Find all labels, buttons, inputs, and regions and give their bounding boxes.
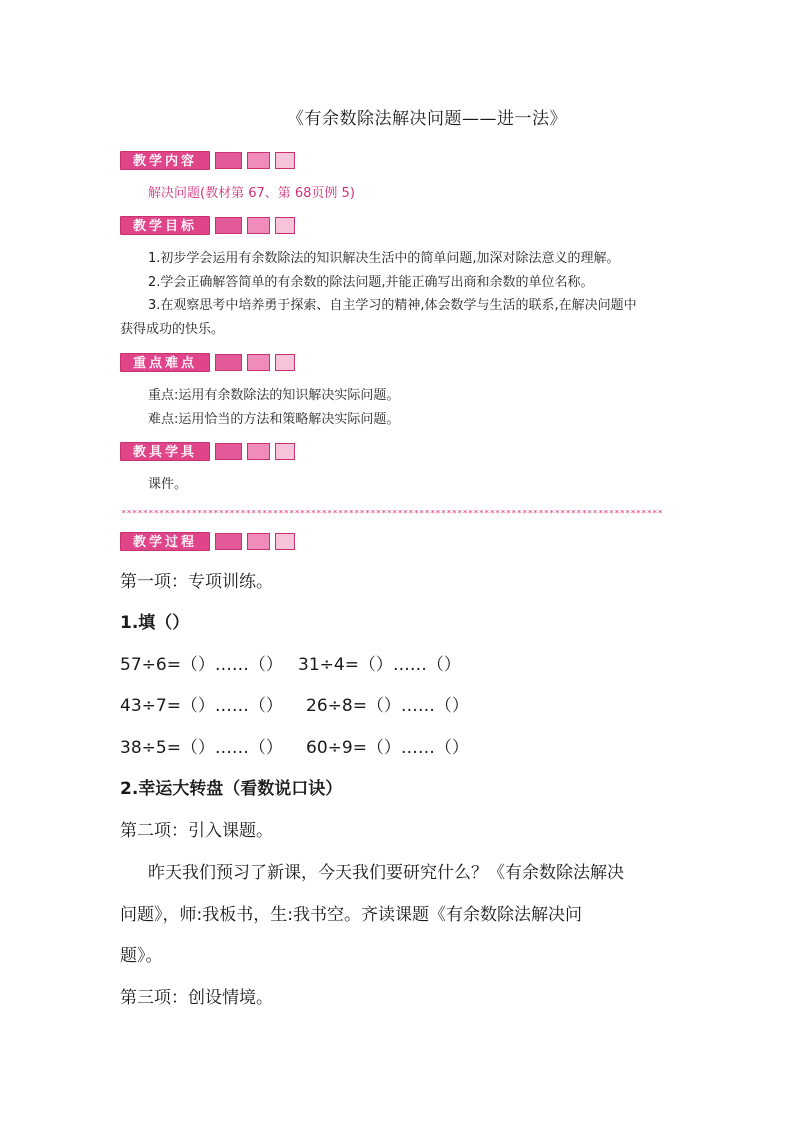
item-heading: 1.填（） [120, 613, 190, 633]
decor-square [215, 533, 242, 550]
decor-square [247, 217, 270, 234]
goal-line: 1.初步学会运用有余数除法的知识解决生活中的简单问题,加深对除法意义的理解。 [148, 251, 620, 266]
decor-square [275, 217, 295, 234]
decor-square [275, 533, 295, 550]
decor-square [215, 443, 242, 460]
exercise-item: 57÷6=（）……（） [120, 655, 283, 675]
document-title: 《有余数除法解决问题——进一法》 [287, 109, 567, 129]
star-divider: **************************************************************************************************** [121, 510, 663, 518]
section-header-process [120, 530, 295, 552]
item-heading: 2.幸运大转盘（看数说口诀） [120, 779, 343, 799]
section-header-content [120, 149, 295, 171]
section-label: 教具学具 [120, 442, 210, 461]
keypoint-line: 重点:运用有余数除法的知识解决实际问题。 [148, 388, 400, 403]
goal-line: 获得成功的快乐。 [120, 322, 225, 337]
paragraph-line: 昨天我们预习了新课，今天我们要研究什么？《有余数除法解决 [148, 863, 624, 883]
decor-square [215, 354, 242, 371]
section-header-goals [120, 214, 295, 236]
paragraph-line: 问题》，师:我板书，生:我书空。齐读课题《有余数除法解决问 [120, 905, 582, 925]
exercise-item: 43÷7=（）……（） [120, 696, 283, 716]
decor-square [215, 217, 242, 234]
decor-square [247, 354, 270, 371]
exercise-item: 26÷8=（）……（） [306, 696, 469, 716]
content-text: 解决问题(教材第 67、第 68页例 5) [148, 186, 355, 201]
paragraph-line: 题》。 [120, 946, 163, 966]
goal-line: 2.学会正确解答简单的有余数的除法问题,并能正确写出商和余数的单位名称。 [148, 275, 594, 290]
step-heading: 第一项：专项训练。 [120, 572, 273, 592]
keypoint-line: 难点:运用恰当的方法和策略解决实际问题。 [148, 412, 400, 427]
step-heading: 第三项：创设情境。 [120, 988, 273, 1008]
decor-square [247, 152, 270, 169]
section-label: 教学目标 [120, 216, 210, 235]
tools-text: 课件。 [148, 477, 188, 492]
exercise-item: 38÷5=（）……（） [120, 738, 283, 758]
section-header-tools [120, 440, 295, 462]
section-label: 教学过程 [120, 532, 210, 551]
decor-square [275, 152, 295, 169]
goal-line: 3.在观察思考中培养勇于探索、自主学习的精神,体会数学与生活的联系,在解决问题中 [148, 298, 637, 313]
decor-square [247, 533, 270, 550]
decor-square [215, 152, 242, 169]
exercise-item: 31÷4=（）……（） [298, 655, 461, 675]
section-header-keypoints [120, 351, 295, 373]
section-label: 重点难点 [120, 353, 210, 372]
section-label: 教学内容 [120, 151, 210, 170]
exercise-item: 60÷9=（）……（） [306, 738, 469, 758]
decor-square [275, 354, 295, 371]
decor-square [275, 443, 295, 460]
step-heading: 第二项：引入课题。 [120, 821, 273, 841]
decor-square [247, 443, 270, 460]
